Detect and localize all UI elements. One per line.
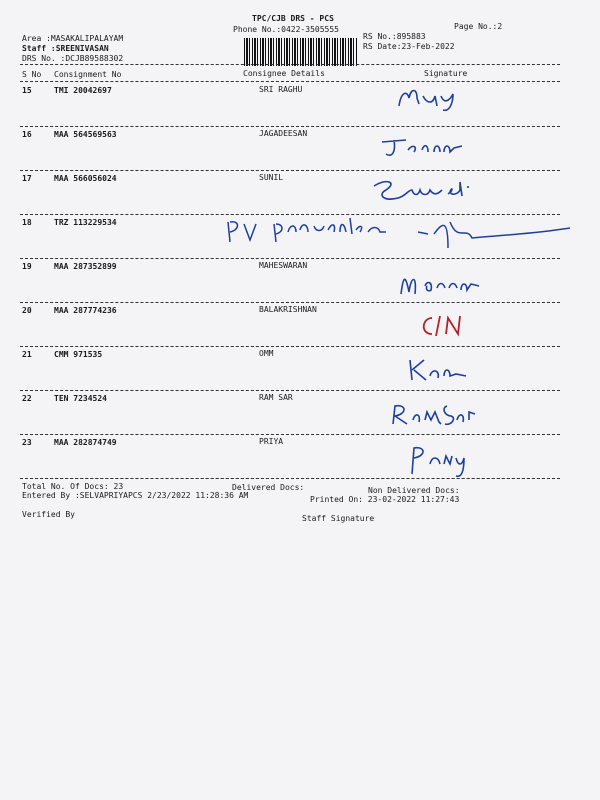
signature-image [395, 268, 485, 298]
row-consignee: JAGADEESAN [259, 129, 308, 138]
row-consignee: SRI RAGHU [259, 85, 303, 94]
row-sno: 17 [22, 174, 32, 183]
row-sno: 16 [22, 130, 32, 139]
document-title: TPC/CJB DRS - PCS [252, 14, 334, 23]
row-consignment: TRZ 113229534 [54, 218, 117, 227]
footer-divider [20, 478, 560, 479]
row-consignee: PRIYA [259, 437, 284, 446]
col-consignee: Consignee Details [243, 69, 325, 78]
printed-on: Printed On: 23-02-2022 11:27:43 [310, 495, 460, 504]
row-sno: 21 [22, 350, 32, 359]
staff-label: Staff :SREENIVASAN [22, 44, 109, 53]
row-consignee: OMM [259, 349, 274, 358]
col-consignment: Consignment No [54, 70, 122, 79]
row-consignment: MAA 282874749 [54, 438, 117, 447]
signature-image [395, 84, 465, 112]
row-divider [20, 346, 560, 347]
row-sno: 23 [22, 438, 32, 447]
row-sno: 20 [22, 306, 32, 315]
signature-image [368, 176, 478, 206]
row-consignee: BALAKRISHNAN [259, 305, 317, 314]
barcode [244, 38, 357, 66]
signature-image [404, 356, 474, 384]
row-consignment: MAA 287774236 [54, 306, 117, 315]
row-divider [20, 126, 560, 127]
row-consignment: CMM 971535 [54, 350, 103, 359]
row-divider [20, 390, 560, 391]
row-divider [20, 258, 560, 259]
entered-by: Entered By :SELVAPRIYAPCS 2/23/2022 11:28:36 AM [22, 491, 249, 500]
signature-image [222, 212, 572, 256]
area-label: Area :MASAKALIPALAYAM [22, 34, 124, 43]
row-consignee: MAHESWARAN [259, 261, 308, 270]
row-sno: 19 [22, 262, 32, 271]
rs-date: RS Date:23-Feb-2022 [363, 42, 455, 51]
delivered-docs: Delivered Docs: [232, 483, 305, 492]
verified-by: Verified By [22, 510, 75, 519]
row-consignee: SUNIL [259, 173, 284, 182]
row-divider [20, 170, 560, 171]
signature-image [406, 444, 476, 480]
row-consignment: TEN 7234524 [54, 394, 107, 403]
row-consignee: RAM SAR [259, 393, 293, 402]
signature-image [387, 400, 497, 430]
col-sno: S No [22, 70, 42, 79]
column-divider [20, 81, 560, 82]
signature-image [418, 312, 468, 340]
row-consignment: MAA 287352899 [54, 262, 117, 271]
phone-number: Phone No.:0422-3505555 [233, 25, 339, 34]
staff-signature-label: Staff Signature [302, 514, 375, 523]
row-sno: 15 [22, 86, 32, 95]
non-delivered-docs: Non Delivered Docs: [368, 486, 460, 495]
signature-image [378, 134, 468, 162]
rs-number: RS No.:895883 [363, 32, 426, 41]
row-sno: 22 [22, 394, 32, 403]
page-number: Page No.:2 [454, 22, 503, 31]
header-divider [20, 64, 560, 65]
drs-number: DRS No. :DCJB89588302 [22, 54, 124, 63]
col-signature: Signature [424, 69, 468, 78]
row-consignment: MAA 566056024 [54, 174, 117, 183]
row-divider [20, 434, 560, 435]
row-consignment: MAA 564569563 [54, 130, 117, 139]
row-consignment: TMI 20042697 [54, 86, 112, 95]
total-docs: Total No. Of Docs: 23 [22, 482, 124, 491]
row-divider [20, 302, 560, 303]
row-sno: 18 [22, 218, 32, 227]
